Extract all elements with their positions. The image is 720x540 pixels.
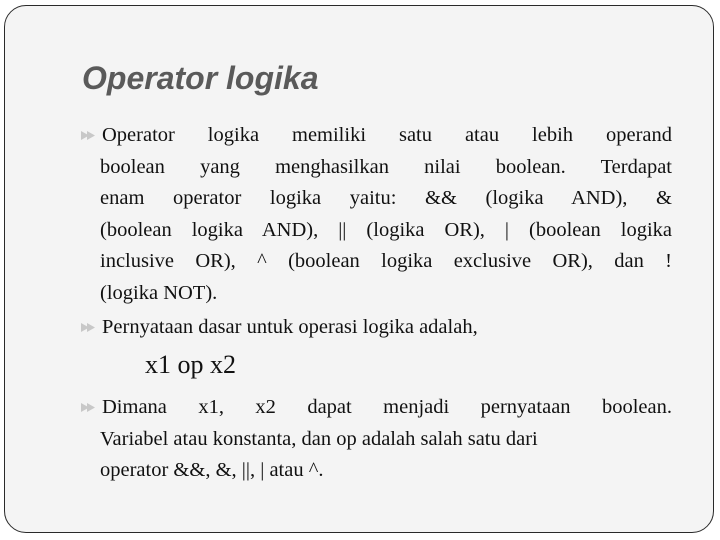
bullet-pernyataan-dasar <box>80 312 672 344</box>
bullet-line: Dimana x1, x2 dapat menjadi pernyataan boolean. <box>102 396 672 418</box>
bullet-line: Variabel atau konstanta, dan op adalah salah satu dari <box>100 427 538 450</box>
bullet-line: Operator logika memiliki satu atau lebih operand <box>102 124 672 146</box>
arrow-bullet-icon <box>80 129 97 142</box>
bullet-line: Pernyataan dasar untuk operasi logika adalah, <box>102 316 478 338</box>
formula: x1 op x2 <box>145 350 236 379</box>
arrow-bullet-icon <box>80 321 97 334</box>
slide-title: Operator logika <box>82 60 319 96</box>
bullet-operator-logika <box>80 120 672 309</box>
bullet-line: inclusive OR), ^ (boolean logika exclusive OR), dan ! <box>100 250 672 272</box>
bullet-line: operator &&, &, ||, | atau ^. <box>100 459 324 481</box>
bullet-dimana <box>80 392 672 487</box>
bullet-line: enam operator logika yaitu: && (logika AND), & <box>100 187 672 209</box>
arrow-bullet-icon <box>80 401 97 414</box>
bullet-line: (boolean logika AND), || (logika OR), | (boolean logika <box>100 218 672 241</box>
bullet-line: boolean yang menghasilkan nilai boolean. Terdapat <box>100 155 672 178</box>
bullet-line: (logika NOT). <box>100 281 218 304</box>
